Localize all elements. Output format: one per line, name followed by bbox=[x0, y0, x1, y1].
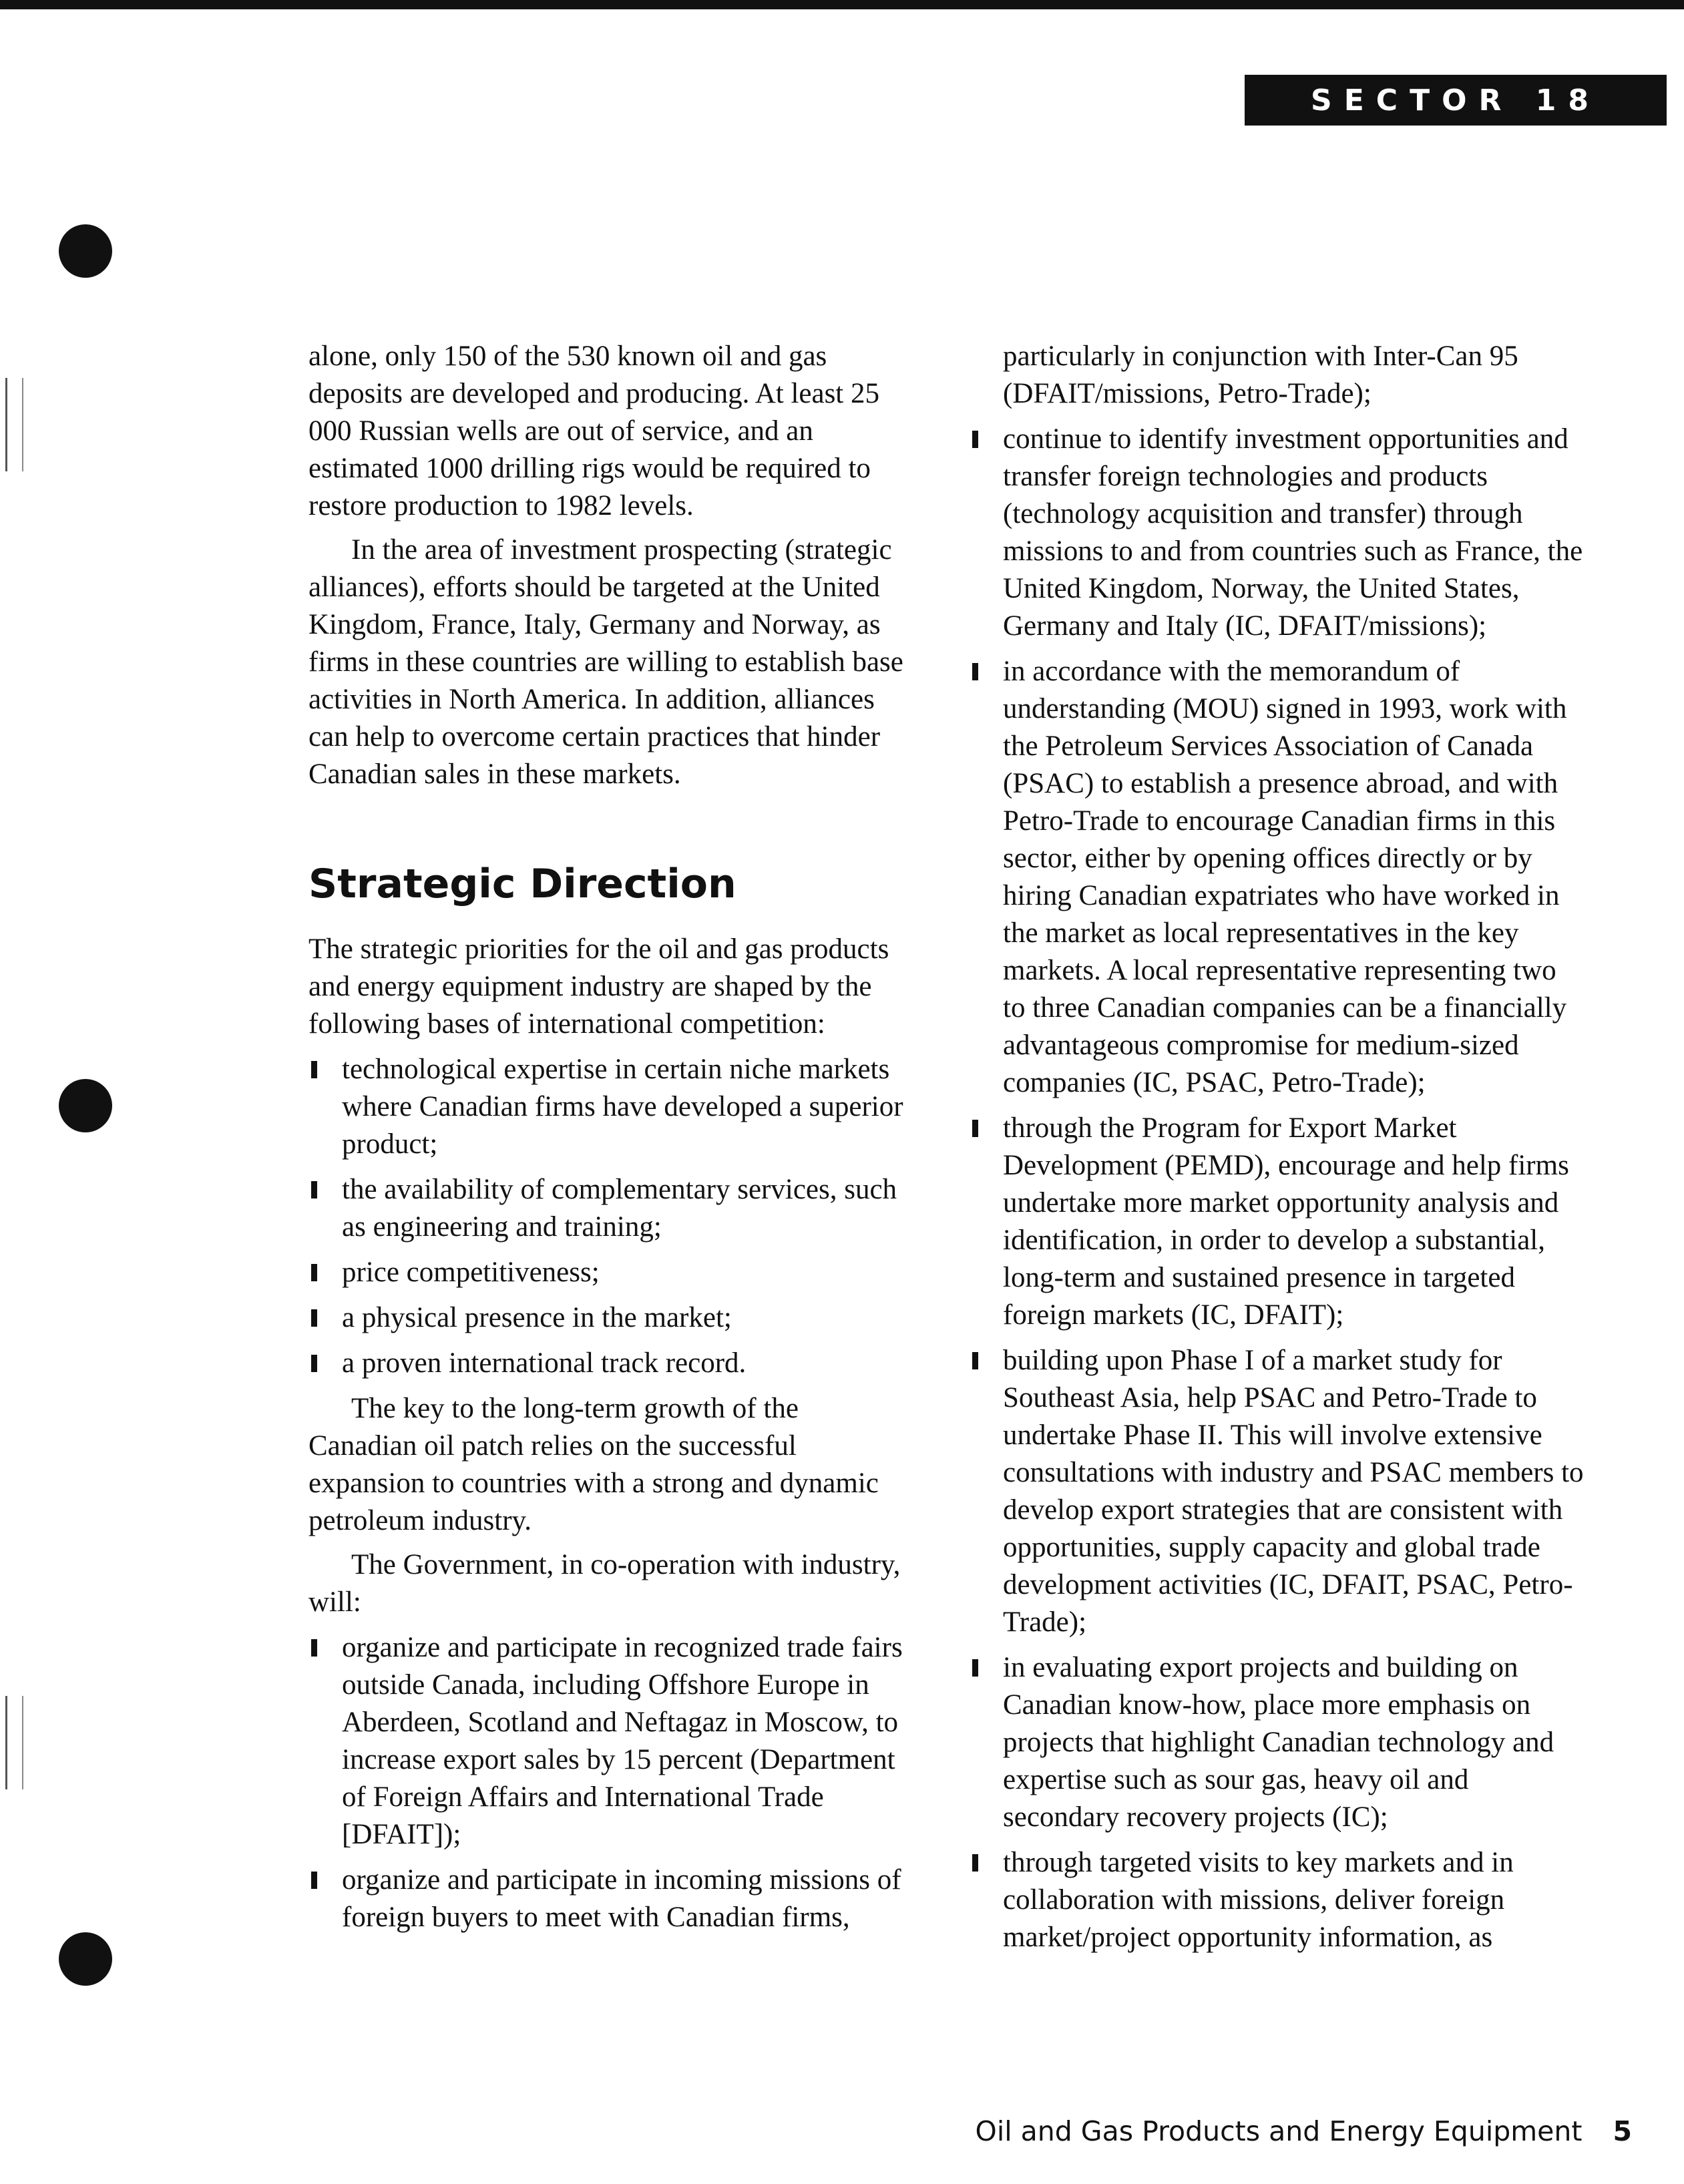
list-item: through targeted visits to key markets and in collaboration with missions, deliver foreign market/project opportunity information, as bbox=[970, 1844, 1584, 1956]
actions-list bbox=[308, 1629, 909, 1936]
paragraph: In the area of investment prospecting (strategic alliances), efforts should be targeted at the United Kingdom, France, Italy, Germany and Norway, as firms in these countries are willing to establish base activities in North America. In addition, alliances can help to overcome certain practices that hinder Canadian sales in these markets. bbox=[308, 534, 903, 790]
list-item: organize and participate in recognized trade fairs outside Canada, including Offshore Europe in Aberdeen, Scotland and Neftagaz in Moscow, to increase export sales by 15 percent (Department of Foreign Affairs and International Trade [DFAIT]); bbox=[308, 1629, 909, 1853]
bullet-icon bbox=[972, 431, 978, 448]
bullet-icon bbox=[311, 1872, 317, 1889]
list-item: technological expertise in certain niche markets where Canadian firms have developed a superior product; bbox=[308, 1051, 909, 1163]
left-column bbox=[308, 338, 909, 1944]
bullet-icon bbox=[972, 1352, 978, 1369]
paragraph: particularly in conjunction with Inter-Can 95 (DFAIT/missions, Petro-Trade); bbox=[1003, 341, 1518, 409]
list-item: in evaluating export projects and building on Canadian know-how, place more emphasis on projects that highlight Canadian technology and expertise such as sour gas, heavy oil and secondary recovery projects (IC); bbox=[970, 1649, 1584, 1836]
list-item: a proven international track record. bbox=[308, 1345, 909, 1382]
bullet-icon bbox=[311, 1309, 317, 1327]
paragraph: alone, only 150 of the 530 known oil and gas deposits are developed and producing. At least 25 000 Russian wells are out of service, and an estimated 1000 drilling rigs would be required to restore production to 1982 levels. bbox=[308, 341, 880, 521]
bullet-icon bbox=[311, 1355, 317, 1372]
bullet-icon bbox=[972, 663, 978, 680]
list-item: the availability of complementary services, such as engineering and training; bbox=[308, 1171, 909, 1246]
punch-hole bbox=[59, 1079, 112, 1132]
top-rule bbox=[0, 0, 1684, 9]
list-item: organize and participate in incoming missions of foreign buyers to meet with Canadian firms, bbox=[308, 1862, 909, 1936]
list-item: price competitiveness; bbox=[308, 1254, 909, 1291]
list-item: building upon Phase I of a market study for Southeast Asia, help PSAC and Petro-Trade to undertake Phase II. This will involve extensive consultations with industry and PSAC members to develop export strategies that are consistent with opportunities, supply capacity and global trade development activities (IC, DFAIT, PSAC, Petro-Trade); bbox=[970, 1342, 1584, 1641]
paragraph: The key to the long-term growth of the Canadian oil patch relies on the successful expansion to countries with a strong and dynamic petroleum industry. bbox=[308, 1393, 879, 1536]
paragraph: The Government, in co-operation with industry, will: bbox=[308, 1549, 901, 1618]
bullet-icon bbox=[311, 1264, 317, 1281]
section-heading: Strategic Direction bbox=[308, 861, 736, 907]
punch-hole bbox=[59, 1932, 112, 1986]
binding-mark bbox=[5, 378, 23, 471]
page-footer bbox=[976, 2115, 1632, 2147]
binding-mark bbox=[5, 1696, 23, 1789]
footer-title: Oil and Gas Products and Energy Equipment bbox=[975, 2115, 1583, 2147]
page-number: 5 bbox=[1613, 2115, 1632, 2147]
bullet-icon bbox=[311, 1061, 317, 1078]
list-item: in accordance with the memorandum of understanding (MOU) signed in 1993, work with the Petroleum Services Association of Canada (PSAC) to establish a presence abroad, and with Petro-Trade to encourage Canadian firms in this sector, either by opening offices directly or by hiring Canadian expatriates who have worked in the market as local representatives in the key markets. A local representative representing two to three Canadian companies can be a financially advantageous compromise for medium-sized companies (IC, PSAC, Petro-Trade); bbox=[970, 653, 1584, 1102]
bullet-icon bbox=[972, 1854, 978, 1872]
bases-list bbox=[308, 1051, 909, 1382]
bullet-icon bbox=[972, 1659, 978, 1677]
punch-hole bbox=[59, 224, 112, 278]
paragraph: The strategic priorities for the oil and gas products and energy equipment industry are shaped by the following bases of international competition: bbox=[308, 933, 889, 1040]
bullet-icon bbox=[972, 1120, 978, 1137]
actions-list bbox=[970, 421, 1584, 1956]
bullet-icon bbox=[311, 1181, 317, 1198]
sector-label: SECTOR 18 bbox=[1245, 75, 1667, 126]
list-item: through the Program for Export Market Development (PEMD), encourage and help firms undertake more market opportunity analysis and identification, in order to develop a substantial, long-term and sustained presence in targeted foreign markets (IC, DFAIT); bbox=[970, 1110, 1584, 1334]
list-item: continue to identify investment opportunities and transfer foreign technologies and products (technology acquisition and transfer) through missions to and from countries such as France, the United Kingdom, Norway, the United States, Germany and Italy (IC, DFAIT/missions); bbox=[970, 421, 1584, 645]
list-item: a physical presence in the market; bbox=[308, 1299, 909, 1337]
right-column bbox=[970, 338, 1584, 1964]
bullet-icon bbox=[311, 1639, 317, 1657]
